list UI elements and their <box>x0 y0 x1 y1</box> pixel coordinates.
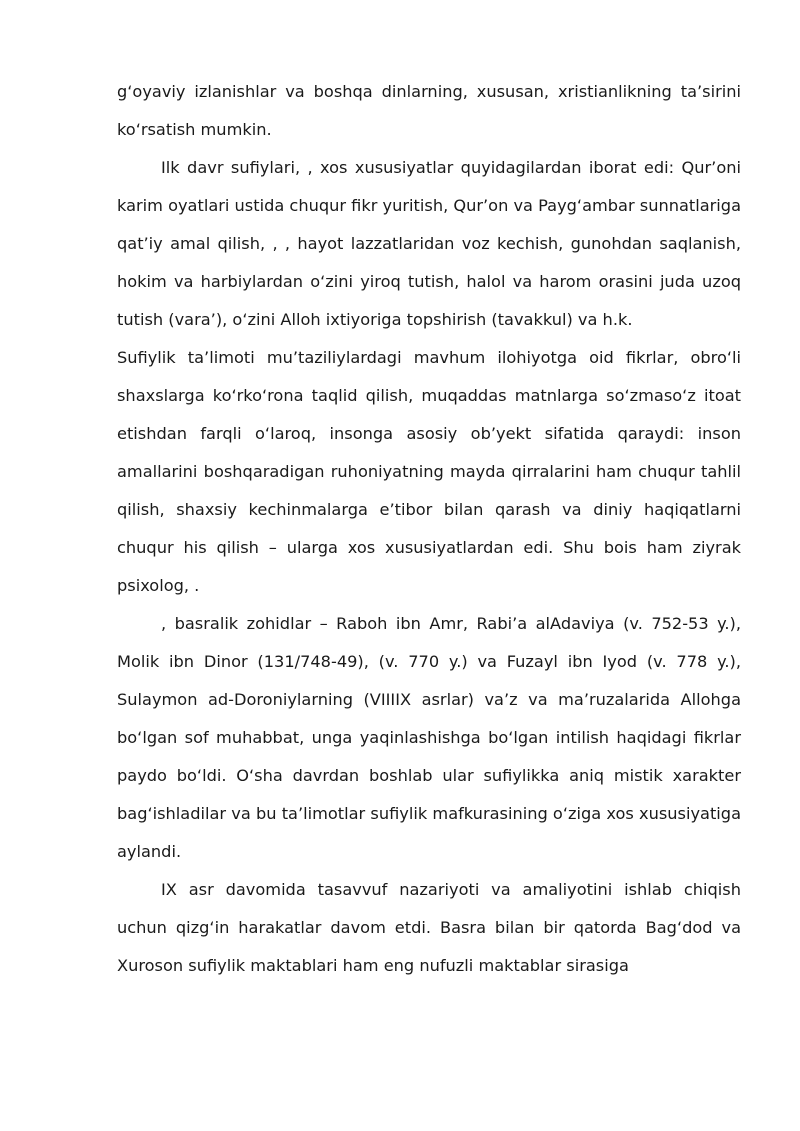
paragraph-ninth-century: IX asr davomida tasavvuf nazariyoti va amaliyotini ishlab chiqish uchun qizg‘in harakatlar davom etdi. Basra bilan bir qatorda Bag‘dod va Xuroson sufiylik maktablari ham eng nufuzli maktablar sirasiga <box>117 880 741 975</box>
paragraph-continuation: g‘oyaviy izlanishlar va boshqa dinlarning, xususan, xristianlikning ta’sirini ko‘rsatish mumkin. <box>117 82 741 139</box>
document-body <box>117 73 741 985</box>
paragraph-early-sufis: Ilk davr sufiylari, , xos xususiyatlar quyidagilardan iborat edi: Qur’oni karim oyatlari ustida chuqur fikr yuritish, Qur’on va Payg‘ambar sunnatlariga qat’iy amal qilish, , , hayot lazzatlaridan voz kechish, gunohdan saqlanish, hokim va harbiylardan o‘zini yiroq tutish, halol va harom orasini juda uzoq tutish (vara’), o‘zini Alloh ixtiyoriga topshirish (tavakkul) va h.k. <box>117 158 742 329</box>
paragraph-basra-ascetics: , basralik zohidlar – Raboh ibn Amr, Rabi’a alAdaviya (v. 752-53 y.), Molik ibn Dinor (131/748-49), (v. 770 y.) va Fuzayl ibn Iyod (v. 778 y.), Sulaymon ad-Doroniylarning (VIIIIX asrlar) va’z va ma’ruzalarida Allohga bo‘lgan sof muhabbat, unga yaqinlashishga bo‘lgan intilish haqidagi fikrlar paydo bo‘ldi. O‘sha davrdan boshlab ular sufiylikka aniq mistik xarakter bag‘ishladilar va bu ta’limotlar sufiylik mafkurasining o‘ziga xos xususiyatiga aylandi. <box>117 614 741 861</box>
paragraph-sufi-doctrine: Sufiylik ta’limoti mu’taziliylardagi mavhum ilohiyotga oid fikrlar, obro‘li shaxslarga ko‘rko‘rona taqlid qilish, muqaddas matnlarga so‘zmaso‘z itoat etishdan farqli o‘laroq, insonga asosiy ob’yekt sifatida qaraydi: inson amallarini boshqaradigan ruhoniyatning mayda qirralarini ham chuqur tahlil qilish, shaxsiy kechinmalarga e’tibor bilan qarash va diniy haqiqatlarni chuqur his qilish – ularga xos xususiyatlardan edi. Shu bois ham ziyrak psixolog, . <box>117 348 741 595</box>
